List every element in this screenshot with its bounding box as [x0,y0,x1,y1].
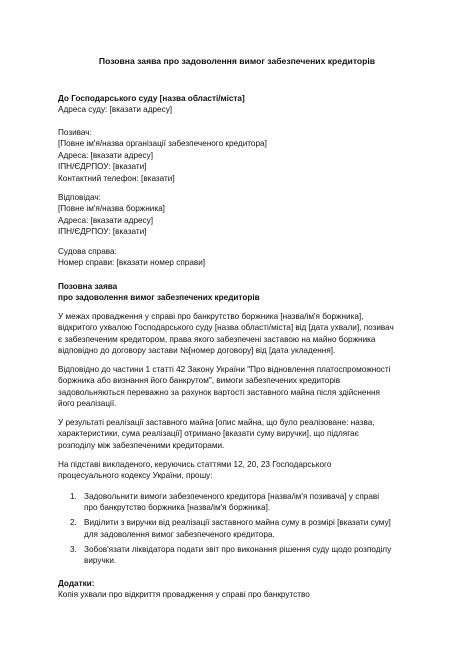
request-item [58,544,420,567]
plaintiff-label: Позивач: [58,128,92,137]
paragraph-1 [58,311,420,357]
paragraph-line: У результаті реалізації заставного майна [опис майна, що було реалізоване: назва, [58,418,375,427]
court-section [58,93,420,116]
case-number: Номер справи: [вказати номер справи] [58,258,206,268]
plaintiff-address: Адреса: [вказати адресу] [58,150,154,160]
defendant-address: Адреса: [вказати адресу] [58,215,154,225]
request-item [58,491,420,514]
plaintiff-tax-id: ІПН/ЄДРПОУ: [вказати] [58,162,147,172]
paragraph-3 [58,417,420,451]
paragraph-line: задовольняються переважно за рахунок вартості заставного майна після здійснення [58,387,380,397]
attachments-section [58,578,420,601]
paragraph-line: Відповідно до частини 1 статті 42 Закону України "Про відновлення платоспроможності [58,365,391,374]
paragraph-line: процесуального кодексу України, прошу: [58,471,213,481]
attachments-label: Додатки: [58,579,95,588]
case-label: Судова справа: [58,247,117,256]
paragraph-line: його реалізації. [58,399,117,409]
request-number: 2. [70,518,77,528]
request-line: про банкрутство боржника [назва/ім'я боржника]. [84,503,271,513]
paragraph-line: є забезпеченим кредитором, права якого забезпечені заставою на майно боржника [58,334,376,344]
claim-heading-line2: про задоволення вимог забезпечених кредиторів [58,293,260,303]
claim-heading-line1: Позовна заява [58,282,118,291]
paragraph-line: характеристики, сума реалізації] отримано [вказати суму виручки], що підлягає [58,429,359,439]
plaintiff-section [58,127,420,184]
paragraph-line: відповідно до договору застави №[номер договору] від [дата укладення]. [58,346,336,356]
request-line: для задоволення вимог забезпеченого кредитора. [84,529,275,539]
defendant-tax-id: ІПН/ЄДРПОУ: [вказати] [58,227,147,237]
attachments-item: Копія ухвали про відкриття провадження у справі про банкрутство [58,590,310,600]
defendant-section [58,192,420,238]
case-section [58,246,420,269]
request-list [58,491,420,570]
paragraph-line: боржника або визнання його банкрутом", вимоги забезпечених кредиторів [58,376,341,386]
request-line: виручки. [84,556,117,566]
defendant-name: [Повне ім'я/назва боржника] [58,204,165,214]
defendant-label: Відповідач: [58,193,101,202]
request-number: 3. [70,544,77,554]
paragraph-line: відкритого ухвалою Господарського суду [назва області/міста] від [дата ухвали], позивач [58,323,394,333]
request-line: Виділити з виручки від реалізації заставного майна суму в розмірі [вказати суму] [84,518,391,528]
paragraph-2 [58,364,420,410]
request-line: Задовольнити вимоги забезпеченого кредитора [назва/ім'я позивача] у справі [84,492,380,501]
paragraph-line: розподілу між забезпеченими кредиторами. [58,440,225,450]
plaintiff-phone: Контактний телефон: [вказати] [58,173,175,183]
paragraph-line: На підставі викладеного, керуючись статтями 12, 20, 23 Господарського [58,460,332,469]
request-number: 1. [70,492,77,501]
claim-heading [58,281,420,304]
request-line: Зобов'язати ліквідатора подати звіт про виконання рішення суду щодо розподілу [84,544,392,554]
paragraph-4 [58,459,420,482]
plaintiff-name: [Повне ім'я/назва організації забезпеченого кредитора] [58,139,267,149]
paragraph-line: У межах провадження у справі про банкрутство боржника [назва/ім'я боржника], [58,312,364,321]
court-heading: До Господарського суду [назва області/міста] [58,94,245,103]
court-address: Адреса суду: [вказати адресу] [58,105,173,115]
document-title: Позовна заява про задоволення вимог забезпечених кредиторів [98,56,376,66]
request-item [58,517,420,540]
